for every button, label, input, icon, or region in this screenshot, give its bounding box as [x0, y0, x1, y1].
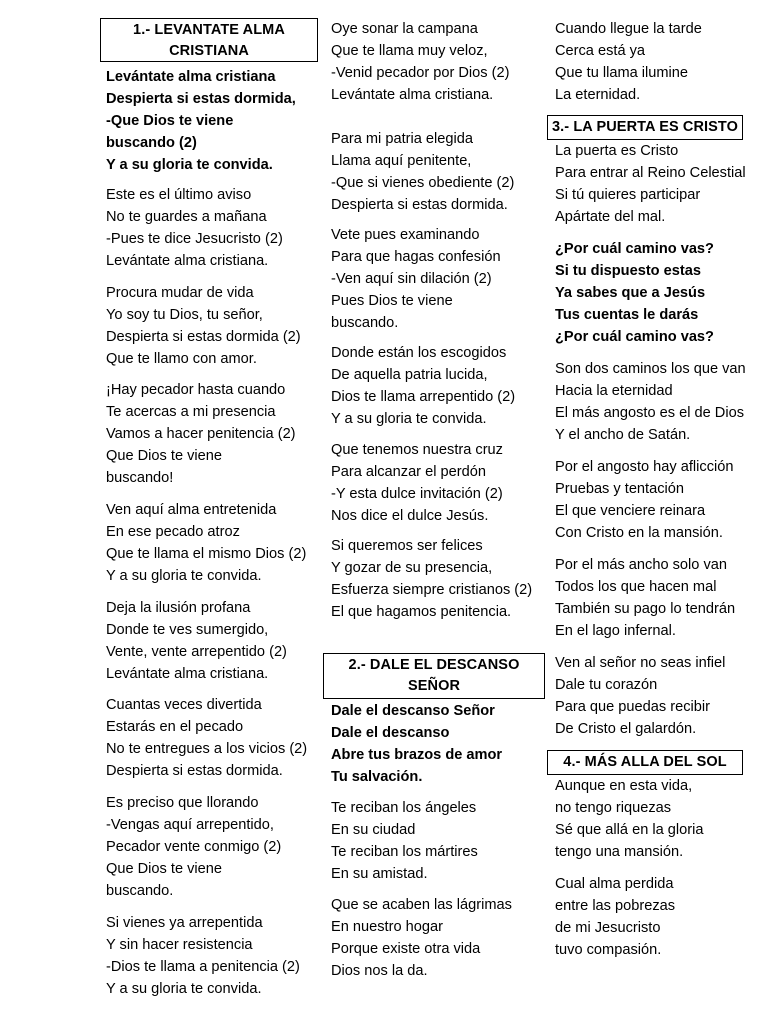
verse-line: tuvo compasión.	[555, 942, 662, 958]
verse-line: Que se acaben las lágrimas	[331, 897, 512, 913]
verse-line: Pecador vente conmigo (2)	[106, 839, 282, 855]
verse-line: Despierta si estas dormida.	[106, 763, 283, 779]
verse-line: Abre tus brazos de amor	[331, 747, 503, 763]
verse-line: De aquella patria lucida,	[331, 367, 488, 383]
verse	[331, 797, 551, 885]
verse-line: Y a su gloria te convida.	[331, 411, 487, 427]
verse	[331, 342, 551, 430]
column-3	[552, 18, 767, 961]
verse-line: entre las pobrezas	[555, 898, 676, 914]
verse-line: Levántate alma cristiana.	[106, 253, 269, 269]
chorus	[106, 66, 328, 176]
verse-line: Por el más ancho solo van	[555, 557, 727, 573]
verse-line: Son dos caminos los que van	[555, 361, 746, 377]
verse-line: El que hagamos penitencia.	[331, 604, 512, 620]
verse-line: tengo una mansión.	[555, 844, 684, 860]
verse-line: ¿Por cuál camino vas?	[555, 329, 714, 345]
verse-line: Tus cuentas le darás	[555, 307, 699, 323]
verse	[555, 775, 767, 863]
verse-line: Ven al señor no seas infiel	[555, 655, 726, 671]
verse-line: ¡Hay pecador hasta cuando	[106, 382, 286, 398]
verse-line: Que Dios te viene	[106, 861, 223, 877]
verse-line: Y a su gloria te convida.	[106, 157, 273, 173]
verse-line: Para mi patria elegida	[331, 131, 473, 147]
verse-line: Oye sonar la campana	[331, 21, 478, 37]
verse-line: no tengo riquezas	[555, 800, 672, 816]
verse-line: -Que Dios te viene	[106, 113, 234, 129]
verse-line: de mi Jesucristo	[555, 920, 661, 936]
verse	[555, 554, 767, 642]
verse-line: Despierta si estas dormida (2)	[106, 329, 301, 345]
verse	[555, 140, 767, 228]
verse-line: La puerta es Cristo	[555, 143, 679, 159]
verse	[331, 439, 551, 527]
verse-line: Dios nos la da.	[331, 963, 428, 979]
verse-line: Donde están los escogidos	[331, 345, 507, 361]
verse	[331, 535, 551, 623]
verse-line: Si tu dispuesto estas	[555, 263, 701, 279]
verse-line: buscando.	[106, 883, 174, 899]
verse-line: En nuestro hogar	[331, 919, 443, 935]
verse-line: Llama aquí penitente,	[331, 153, 472, 169]
verse-line: Si vienes ya arrepentida	[106, 915, 263, 931]
verse	[106, 282, 328, 370]
verse-line: -Dios te llama a penitencia (2)	[106, 959, 300, 975]
verse-line: buscando (2)	[106, 135, 197, 151]
verse-line: Yo soy tu Dios, tu señor,	[106, 307, 263, 323]
verse-line: Vete pues examinando	[331, 227, 480, 243]
song-title: 2.- DALE EL DESCANSO SEÑOR	[323, 653, 545, 699]
verse-line: Y el ancho de Satán.	[555, 427, 691, 443]
verse-line: Si queremos ser felices	[331, 538, 483, 554]
chorus	[555, 238, 767, 348]
verse-line: -Venid pecador por Dios (2)	[331, 65, 510, 81]
verse-line: ¿Por cuál camino vas?	[555, 241, 714, 257]
verse-line: -Vengas aquí arrepentido,	[106, 817, 274, 833]
verse-line: Para entrar al Reino Celestial	[555, 165, 746, 181]
verse-line: Te reciban los mártires	[331, 844, 478, 860]
verse-line: -Ven aquí sin dilación (2)	[331, 271, 492, 287]
verse-line: Deja la ilusión profana	[106, 600, 251, 616]
verse	[555, 18, 767, 106]
song-title: 1.- LEVANTATE ALMA CRISTIANA	[100, 18, 318, 62]
verse-line: Pues Dios te viene	[331, 293, 453, 309]
verse-line: Por el angosto hay aflicción	[555, 459, 734, 475]
verse-line: Sé que allá en la gloria	[555, 822, 704, 838]
verse-line: Ven aquí alma entretenida	[106, 502, 277, 518]
verse	[555, 652, 767, 740]
verse-line: Que te llama muy veloz,	[331, 43, 488, 59]
verse-line: El más angosto es el de Dios	[555, 405, 745, 421]
verse-line: Te acercas a mi presencia	[106, 404, 276, 420]
verse-line: Y a su gloria te convida.	[106, 568, 262, 584]
verse-line: Es preciso que llorando	[106, 795, 259, 811]
verse-line: Aunque en esta vida,	[555, 778, 693, 794]
verse	[331, 224, 551, 334]
verse-line: Dale el descanso	[331, 725, 450, 741]
verse	[555, 358, 767, 446]
verse	[106, 694, 328, 782]
verse-line: Donde te ves sumergido,	[106, 622, 269, 638]
verse-line: Para que hagas confesión	[331, 249, 501, 265]
verse-line: Cuantas veces divertida	[106, 697, 262, 713]
verse-line: Que tenemos nuestra cruz	[331, 442, 503, 458]
verse-line: Nos dice el dulce Jesús.	[331, 508, 489, 524]
verse-line: Cerca está ya	[555, 43, 646, 59]
verse	[106, 792, 328, 902]
verse-line: No te entregues a los vicios (2)	[106, 741, 308, 757]
verse-line: buscando.	[331, 315, 399, 331]
verse-line: Porque existe otra vida	[331, 941, 481, 957]
verse-line: Vente, vente arrepentido (2)	[106, 644, 287, 660]
verse-line: Esfuerza siempre cristianos (2)	[331, 582, 533, 598]
column-1	[106, 18, 328, 1000]
verse-line: Despierta si estas dormida.	[331, 197, 508, 213]
verse-line: En su amistad.	[331, 866, 428, 882]
verse-line: Cual alma perdida	[555, 876, 674, 892]
verse-line: En el lago infernal.	[555, 623, 676, 639]
verse-line: Estarás en el pecado	[106, 719, 244, 735]
verse-line: Dale el descanso Señor	[331, 703, 495, 719]
verse-line: Y a su gloria te convida.	[106, 981, 262, 997]
verse-line: Y sin hacer resistencia	[106, 937, 253, 953]
verse-line: -Que si vienes obediente (2)	[331, 175, 515, 191]
verse	[106, 184, 328, 272]
verse-line: Hacia la eternidad	[555, 383, 673, 399]
verse	[106, 597, 328, 685]
verse-line: La eternidad.	[555, 87, 641, 103]
verse-line: Vamos a hacer penitencia (2)	[106, 426, 296, 442]
verse-line: No te guardes a mañana	[106, 209, 267, 225]
verse-line: Pruebas y tentación	[555, 481, 684, 497]
verse	[555, 456, 767, 544]
verse	[106, 499, 328, 587]
verse-line: Que Dios te viene	[106, 448, 223, 464]
verse	[331, 128, 551, 216]
verse-line: Procura mudar de vida	[106, 285, 254, 301]
verse-line: Levántate alma cristiana.	[331, 87, 494, 103]
verse	[555, 873, 767, 961]
verse	[331, 894, 551, 982]
verse-line: Que te llama el mismo Dios (2)	[106, 546, 307, 562]
verse-line: -Y esta dulce invitación (2)	[331, 486, 503, 502]
verse-line: Que tu llama ilumine	[555, 65, 689, 81]
verse-line: Todos los que hacen mal	[555, 579, 717, 595]
verse	[106, 912, 328, 1000]
verse-line: Cuando llegue la tarde	[555, 21, 702, 37]
verse-line: Tu salvación.	[331, 769, 423, 785]
verse-line: Para alcanzar el perdón	[331, 464, 486, 480]
verse-line: Con Cristo en la mansión.	[555, 525, 723, 541]
verse-line: Apártate del mal.	[555, 209, 666, 225]
verse-line: Levántate alma cristiana	[106, 69, 276, 85]
verse-line: Dale tu corazón	[555, 677, 658, 693]
verse-line: -Pues te dice Jesucristo (2)	[106, 231, 283, 247]
verse-line: Este es el último aviso	[106, 187, 252, 203]
verse-line: De Cristo el galardón.	[555, 721, 697, 737]
verse-line: Para que puedas recibir	[555, 699, 710, 715]
song-title: 3.- LA PUERTA ES CRISTO	[547, 115, 743, 140]
chorus	[331, 700, 551, 788]
verse-line: Despierta si estas dormida,	[106, 91, 296, 107]
verse-line: Te reciban los ángeles	[331, 800, 477, 816]
verse-line: Que te llamo con amor.	[106, 351, 257, 367]
verse-line: Dios te llama arrepentido (2)	[331, 389, 516, 405]
verse-line: Y gozar de su presencia,	[331, 560, 493, 576]
verse-line: buscando!	[106, 470, 174, 486]
verse-line: Ya sabes que a Jesús	[555, 285, 706, 301]
verse	[331, 18, 551, 106]
verse-line: El que venciere reinara	[555, 503, 706, 519]
verse-line: También su pago lo tendrán	[555, 601, 736, 617]
verse-line: En su ciudad	[331, 822, 416, 838]
verse-line: Si tú quieres participar	[555, 187, 701, 203]
verse-line: Levántate alma cristiana.	[106, 666, 269, 682]
song-title: 4.- MÁS ALLA DEL SOL	[547, 750, 743, 775]
column-2	[331, 18, 551, 982]
verse	[106, 379, 328, 489]
verse-line: En ese pecado atroz	[106, 524, 240, 540]
